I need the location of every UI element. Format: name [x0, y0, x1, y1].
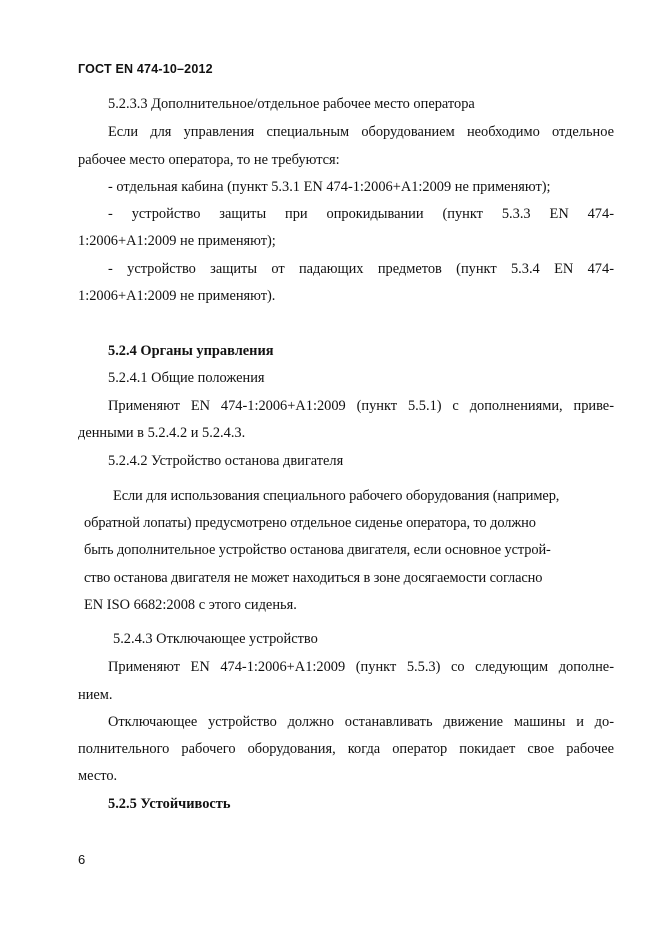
- page-number: 6: [78, 852, 86, 867]
- paragraph-line: Если для управления специальным оборудованием необходимо отдельное: [108, 124, 614, 140]
- section-5-2-3-3-heading: 5.2.3.3 Дополнительное/отдельное рабочее место оператора: [108, 96, 475, 112]
- list-item: - устройство защиты при опрокидывании (пункт 5.3.3 EN 474-: [108, 206, 614, 222]
- paragraph-line: денными в 5.2.4.2 и 5.2.4.3.: [78, 425, 246, 441]
- paragraph-line: нием.: [78, 687, 113, 703]
- paragraph-line: ство останова двигателя не может находиться в зоне досягаемости согласно: [84, 570, 543, 586]
- section-5-2-5-heading: 5.2.5 Устойчивость: [108, 796, 231, 812]
- paragraph-line: EN ISO 6682:2008 с этого сиденья.: [84, 597, 297, 613]
- paragraph-line: Применяют EN 474-1:2006+A1:2009 (пункт 5.5.1) с дополнениями, приве-: [108, 398, 614, 414]
- list-item: - отдельная кабина (пункт 5.3.1 EN 474-1:2006+A1:2009 не применяют);: [108, 179, 551, 195]
- paragraph-line: Если для использования специального рабочего оборудования (например,: [113, 488, 560, 504]
- section-5-2-4-3-heading: 5.2.4.3 Отключающее устройство: [113, 631, 318, 647]
- section-5-2-4-1-heading: 5.2.4.1 Общие положения: [108, 370, 265, 386]
- section-5-2-4-heading: 5.2.4 Органы управления: [108, 343, 274, 359]
- paragraph-line: обратной лопаты) предусмотрено отдельное сиденье оператора, то должно: [84, 515, 536, 531]
- paragraph-line: полнительного рабочего оборудования, когда оператор покидает свое рабочее: [78, 741, 614, 757]
- section-5-2-4-2-heading: 5.2.4.2 Устройство останова двигателя: [108, 453, 344, 469]
- paragraph-line: место.: [78, 768, 118, 784]
- paragraph-line: рабочее место оператора, то не требуются:: [78, 152, 340, 168]
- paragraph-line: Применяют EN 474-1:2006+A1:2009 (пункт 5.5.3) со следующим дополне-: [108, 659, 614, 675]
- list-item-continuation: 1:2006+A1:2009 не применяют);: [78, 233, 276, 249]
- document-header: ГОСТ EN 474-10–2012: [78, 62, 213, 76]
- paragraph-line: быть дополнительное устройство останова двигателя, если основное устрой-: [84, 542, 551, 558]
- paragraph-line: Отключающее устройство должно останавливать движение машины и до-: [108, 714, 614, 730]
- list-item: - устройство защиты от падающих предметов (пункт 5.3.4 EN 474-: [108, 261, 614, 277]
- list-item-continuation: 1:2006+A1:2009 не применяют).: [78, 288, 276, 304]
